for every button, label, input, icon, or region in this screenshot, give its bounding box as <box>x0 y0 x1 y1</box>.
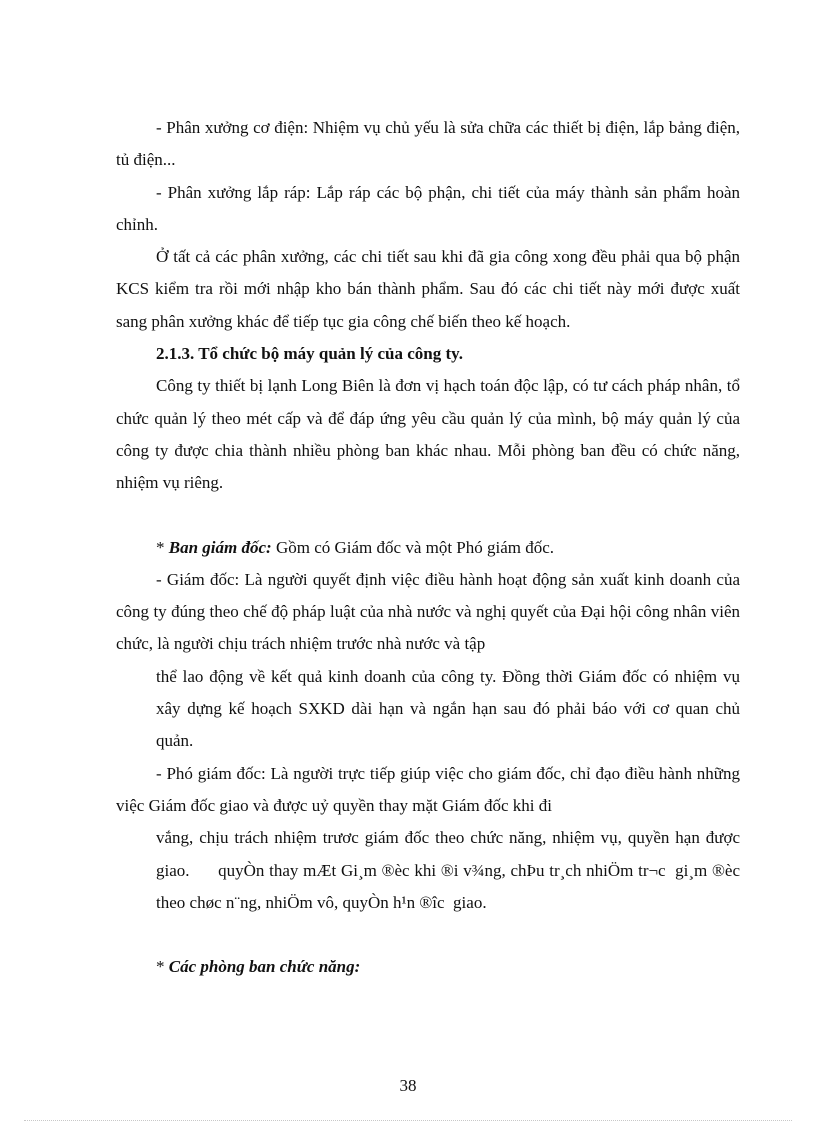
paragraph-electro-workshop: - Phân xưởng cơ điện: Nhiệm vụ chủ yếu là sửa chữa các thiết bị điện, lắp bảng điện, tủ điện... <box>116 118 740 170</box>
paragraph-departments <box>116 951 740 983</box>
paragraph-kcs-inspection: Ở tất cả các phân xưởng, các chi tiết sau khi đã gia công xong đều phải qua bộ phận KCS kiểm tra rồi mới nhập kho bán thành phẩm. Sau đó các chi tiết này mới được xuất sang phân xưởng khác để tiếp tục gia công chế biến theo kế hoạch. <box>116 247 740 331</box>
page-number: 38 <box>399 1076 417 1095</box>
blank-line <box>116 919 740 951</box>
paragraph-deputy-part2: vắng, chịu trách nhiệm trươc giám đốc theo chức năng, nhiệm vụ, quyền hạn được giao. quyÒn thay mÆt Gi¸m ®èc khi ®i v¾ng, chÞu tr¸ch nhiÖm tr¬c gi¸m ®èc theo chøc n¨ng, nhiÖm vô, quyÒn h¹n ®îc giao. <box>156 828 745 912</box>
footer-divider <box>24 1120 792 1121</box>
paragraph-director-part1: - Giám đốc: Là người quyết định việc điều hành hoạt động sản xuất kinh doanh của công ty đúng theo chế độ pháp luật của nhà nước và nghị quyết của Đại hội công nhân viên chức, là người chịu trách nhiệm trước nhà nước và tập <box>116 569 740 654</box>
departments-label: Các phòng ban chức năng: <box>168 957 361 977</box>
section-heading: 2.1.3. Tổ chức bộ máy quản lý của công ty. <box>156 344 463 364</box>
paragraph-director-part2: thể lao động về kết quả kinh doanh của công ty. Đồng thời Giám đốc có nhiệm vụ xây dựng kế hoạch SXKD dài hạn và ngắn hạn sau đó phải báo với cơ quan chủ quản. <box>156 666 740 751</box>
paragraph-assembly-text: - Phân xưởng lắp ráp: Lắp ráp các bộ phận, chi tiết của máy thành sản phẩm hoàn chỉnh. <box>116 182 740 234</box>
paragraph-deputy-part1: - Phó giám đốc: Là người trực tiếp giúp việc cho giám đốc, chỉ đạo điều hành những việc Giám đốc giao và được uỷ quyền thay mặt Giám đốc khi đi <box>116 763 740 815</box>
board-text: Gồm có Giám đốc và một Phó giám đốc. <box>275 537 555 557</box>
blank-line <box>116 500 740 532</box>
page-content <box>116 112 745 983</box>
board-label: Ban giám đốc: <box>168 537 272 557</box>
paragraph-board-of-directors <box>116 532 740 564</box>
bullet-asterisk: * <box>156 537 165 557</box>
paragraph-assembly-workshop <box>116 177 740 242</box>
paragraph-company-structure: Công ty thiết bị lạnh Long Biên là đơn vị hạch toán độc lập, có tư cách pháp nhân, tổ chức quản lý theo mét cấp và để đáp ứng yêu cầu quản lý của mình, bộ máy quản lý của công ty được chia thành nhiều phòng ban khác nhau. Mỗi phòng ban đều có chức năng, nhiệm vụ riêng. <box>116 376 740 493</box>
bullet-asterisk: * <box>156 957 165 977</box>
